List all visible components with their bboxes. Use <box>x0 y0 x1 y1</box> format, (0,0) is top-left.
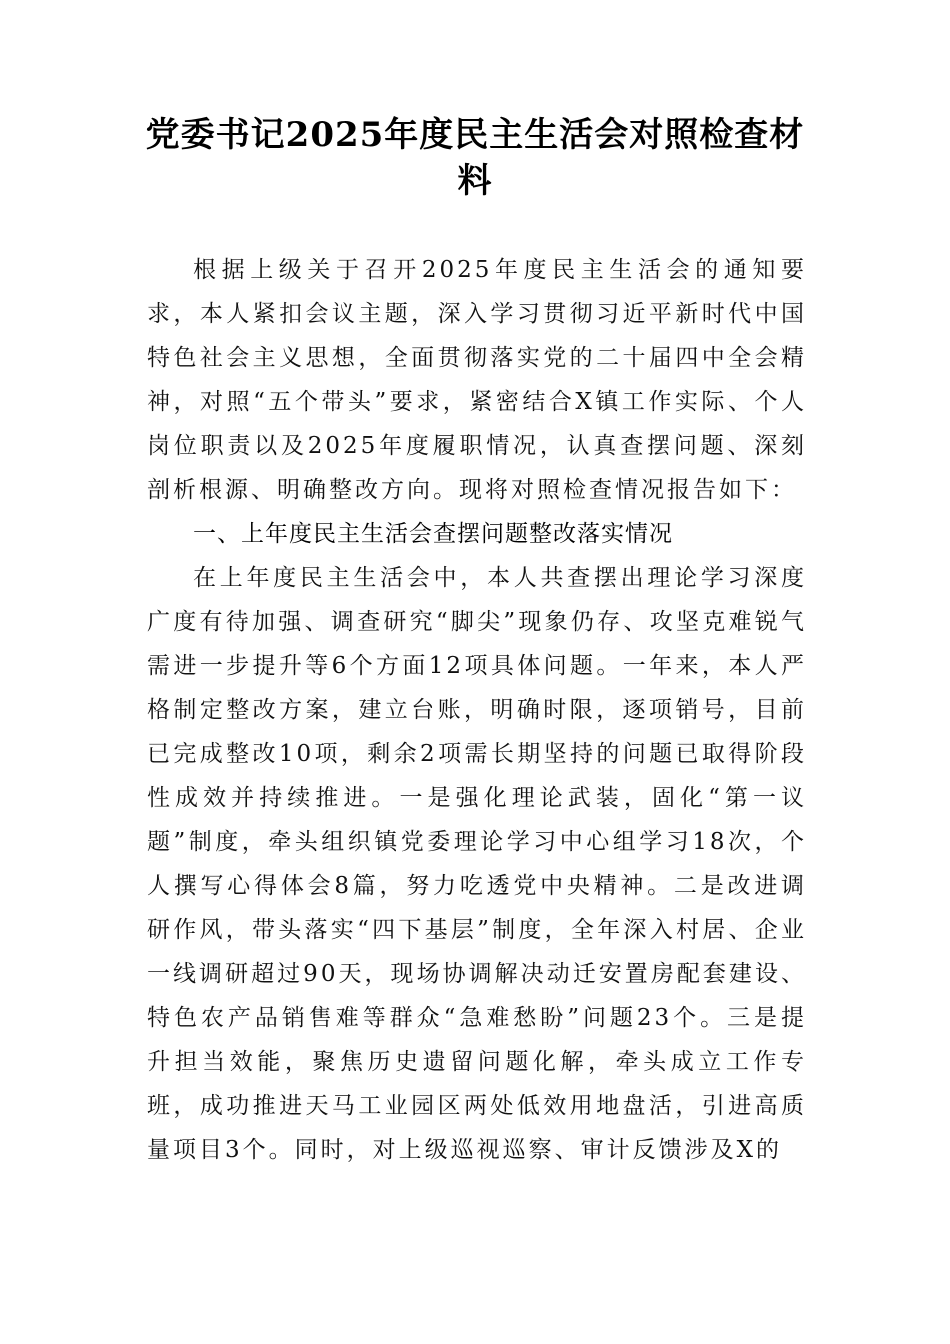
section-heading-1: 一、上年度民主生活会查摆问题整改落实情况 <box>193 521 673 547</box>
document-title: 党委书记2025年度民主生活会对照检查材料 <box>145 115 805 201</box>
document-body <box>147 248 807 1172</box>
intro-paragraph: 根据上级关于召开2025年度民主生活会的通知要求，本人紧扣会议主题，深入学习贯彻习近平新时代中国特色社会主义思想，全面贯彻落实党的二十届四中全会精神，对照“五个带头”要求，紧密结合X镇工作实际、个人岗位职责以及2025年度履职情况，认真查摆问题、深刻剖析根源、明确整改方向。现将对照检查情况报告如下： <box>147 257 807 503</box>
section-1-paragraph: 在上年度民主生活会中，本人共查摆出理论学习深度广度有待加强、调查研究“脚尖”现象仍存、攻坚克难锐气需进一步提升等6个方面12项具体问题。一年来，本人严格制定整改方案，建立台账，明确时限，逐项销号，目前已完成整改10项，剩余2项需长期坚持的问题已取得阶段性成效并持续推进。一是强化理论武装，固化“第一议题”制度，牵头组织镇党委理论学习中心组学习18次，个人撰写心得体会8篇，努力吃透党中央精神。二是改进调研作风，带头落实“四下基层”制度，全年深入村居、企业一线调研超过90天，现场协调解决动迁安置房配套建设、特色农产品销售难等群众“急难愁盼”问题23个。三是提升担当效能，聚焦历史遗留问题化解，牵头成立工作专班，成功推进天马工业园区两处低效用地盘活，引进高质量项目3个。同时，对上级巡视巡察、审计反馈涉及X的 <box>147 565 807 1163</box>
